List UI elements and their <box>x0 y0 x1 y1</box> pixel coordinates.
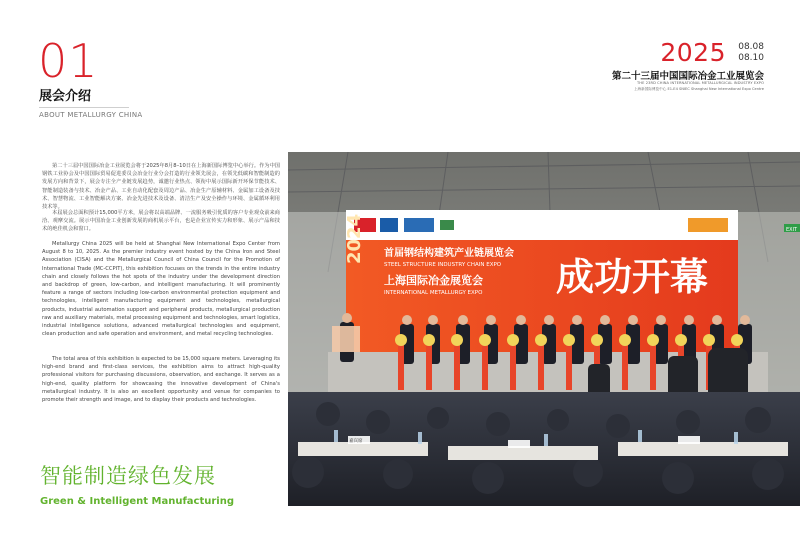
section-number: 01 <box>38 34 99 88</box>
banner-cn-2: 上海国际冶金展览会 <box>384 274 483 287</box>
banner-main-title: 成功开幕 <box>556 255 709 299</box>
expo-logo <box>564 40 764 96</box>
paragraph-en-1: Metallurgy China 2025 will be held at Shanghai New International Expo Center from August 8 to 10, 2025. As the premier industry event hosted by the China Iron and Steel Association (CISA) and the Metallurgical Council of China Council for the Promotion of International Trade (MC-CCPIT), this exhibition focuses on the trends in the entire industry chain and closely follows the hot spots of the industry under the development direction and backdrop of green, low-carbon, and intelligent manufacturing. It will prominently feature a range of sectors including low-carbon environmental protection equipment and technologies, intelligent manufacturing equipment and technologies, metallurgical products, industrial automation support and peripheral products, metallurgical production raw and auxiliary materials, metal processing equipment and technologies, smart logistics, industrial intelligence solutions, advanced metallurgical technologies and equipment, clean production and safe operation and environment, and metal recycling technologies. <box>42 241 280 338</box>
logo-year: 2025 <box>660 38 726 67</box>
photo-illustration <box>288 152 800 506</box>
exit-sign-label: EXIT <box>786 227 798 233</box>
slogan-cn: 智能制造绿色发展 <box>40 464 216 488</box>
banner-year: 2024 <box>344 213 365 264</box>
guest-table-sign: 嘉宾席 <box>349 439 363 444</box>
paragraph-cn-2: 本届展会总面积预计15,000平方米，展会将以高端品牌、一流服务吸引优质的客户专业观众前来商洽、观摩交流。展示中国冶金工业创新发展的商机展示平台，也是企业宣传实力和形象、展示产品和技术的绝佳机会和窗口。 <box>42 210 280 233</box>
logo-date-start: 08.08 <box>738 42 764 52</box>
logo-title-cn: 第二十三届中国国际冶金工业展览会 <box>611 71 764 82</box>
slogan-en: Green & Intelligent Manufacturing <box>40 496 235 507</box>
logo-date-end: 08.10 <box>738 53 764 63</box>
section-divider <box>39 107 129 108</box>
section-title: 展会介绍 <box>39 89 92 104</box>
banner-en-2: INTERNATIONAL METALLURGY EXPO <box>384 290 483 296</box>
paragraph-en-2: The total area of this exhibition is expected to be 15,000 square meters. Leveraging its high-end brand and first-class services, the exhibition aims to attract high-quality professional visitors for purchasing discussions, observation, and exchange. It serves as a high-end, quality platform for showcasing the innovative development of China's metallurgical industry. It is also an excellent opportunity and venue for companies to promote their strength and image, and to display their products and technologies. <box>42 356 280 404</box>
logo-title-en: THE 23RD CHINA INTERNATIONAL METALLURGICAL INDUSTRY EXPO <box>636 81 764 85</box>
banner-en-1: STEEL STRUCTURE INDUSTRY CHAIN EXPO <box>384 262 502 268</box>
opening-ceremony-photo <box>288 152 800 506</box>
logo-dates <box>738 42 764 64</box>
logo-venue: 上海新国际博览中心 E1-E4 SNIEC Shanghai New International Expo Centre <box>633 87 764 91</box>
banner-cn-1: 首届钢结构建筑产业链展览会 <box>384 248 514 259</box>
paragraph-cn-1: 第二十三届中国国际冶金工业展览会将于2025年8月8–10日在上海新国际博览中心举行。作为中国钢铁工业协会及中国国际贸易促进委员会冶金行业分会打造的行业领先展会，在领先低碳和智能制造的发展方向和背景下，展会专注全产业链发展趋势，诚邀行业热点、领衔中展示国际新开环保节能技术、智能制造装备与技术、冶金产品、工业自动化配套及周边产品、冶金生产原辅材料、金属加工设备及技术、智慧物流、工业智能解决方案、冶金先进技术及设备、清洁生产及安全操作与环境、金属循环利用技术等。 <box>42 163 280 211</box>
section-subtitle: ABOUT METALLURGY CHINA <box>39 111 143 119</box>
